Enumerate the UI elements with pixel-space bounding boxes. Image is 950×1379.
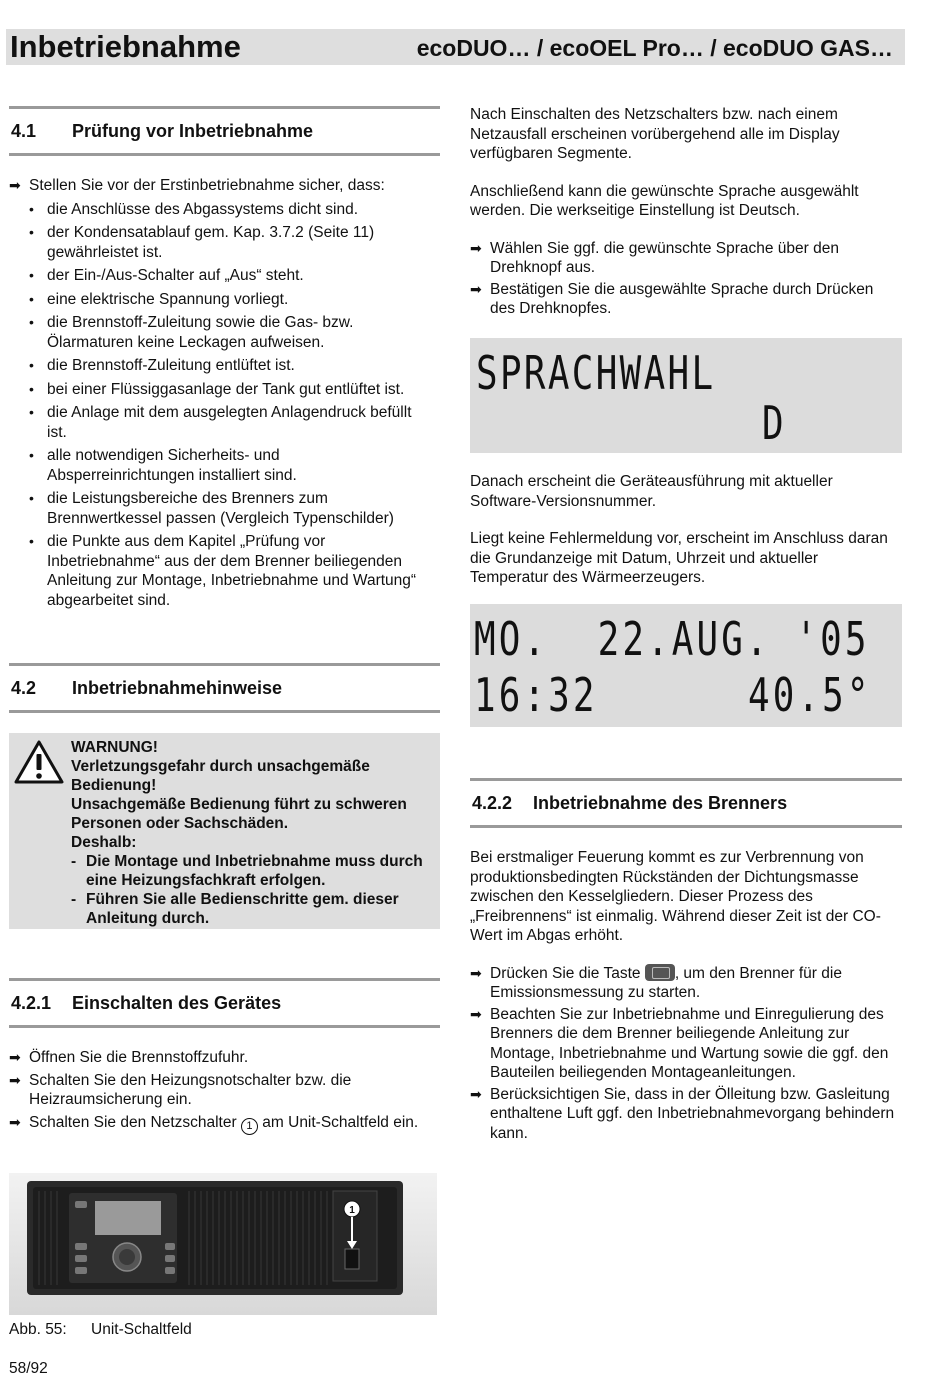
arrow-right-icon: ➡: [9, 1049, 21, 1065]
step-text: Stellen Sie vor der Erstinbetriebnahme sicher, dass:: [29, 177, 385, 194]
checklist-block: [9, 176, 440, 610]
step-text: Drücken Sie die Taste: [490, 964, 641, 982]
arrow-right-icon: ➡: [470, 239, 482, 256]
arrow-right-icon: ➡: [470, 1005, 482, 1022]
section-title: Inbetriebnahme des Brenners: [533, 793, 788, 813]
burner-steps: [470, 848, 900, 1143]
step-text: Schalten Sie den Heizungsnotschalter bzw. die Heizraumsicherung ein.: [29, 1071, 352, 1108]
arrow-right-icon: ➡: [9, 1113, 21, 1130]
list-item: • die Brennstoff-Zuleitung sowie die Gas- bzw. Ölarmaturen keine Leckagen aufweisen.: [9, 313, 429, 352]
display-line: SPRACHWAHL: [476, 346, 716, 400]
arrow-right-icon: ➡: [470, 280, 482, 297]
figure-title: Unit-Schaltfeld: [91, 1321, 192, 1338]
instruction-step: [9, 1048, 429, 1068]
right-middle: [470, 472, 900, 588]
list-item: • eine elektrische Spannung vorliegt.: [9, 290, 429, 310]
display-basic: [470, 604, 902, 727]
figure-label: Abb. 55:: [9, 1321, 67, 1338]
emission-key-icon: [645, 964, 675, 981]
paragraph: Nach Einschalten des Netzschalters bzw. nach einem Netzausfall erscheinen vorübergehend alle im Display verfügbaren Segmente.: [470, 106, 840, 162]
control-panel-illustration: [9, 1173, 437, 1315]
step-text: Schalten Sie den Netzschalter: [29, 1113, 237, 1131]
section-heading-4-2-1: [9, 978, 440, 1028]
section-heading-4-1: [9, 106, 440, 156]
section-number: 4.2.1: [11, 993, 52, 1013]
model-names: ecoDUO… / ecoOEL Pro… / ecoDUO GAS…: [416, 35, 893, 61]
list-item: • die Brennstoff-Zuleitung entlüftet ist.: [9, 356, 429, 376]
right-intro: [470, 105, 900, 319]
section-number: 4.2: [11, 678, 37, 698]
page-title: Inbetriebnahme: [10, 29, 241, 64]
arrow-right-icon: ➡: [9, 177, 21, 193]
step-text: Beachten Sie zur Inbetriebnahme und Einregulierung des Brenners die dem Brenner beiliegende Anleitung zur Montage, Inbetriebnahme und Wartung sowie die ggf. den Bauteilen beiliegenden Montageanleitungen.: [490, 1005, 889, 1081]
step-text: , um den Brenner für die Emissionsmessung zu starten.: [490, 964, 842, 1001]
instruction-step: [470, 1085, 900, 1144]
instruction-step: [9, 176, 440, 196]
warning-item: - Führen Sie alle Bedienschritte gem. dieser Anleitung durch.: [71, 891, 399, 927]
section-title: Einschalten des Gerätes: [72, 993, 282, 1013]
section-number: 4.2.2: [472, 793, 513, 813]
section-heading-4-2-2: [470, 778, 902, 828]
section-heading-4-2: [9, 663, 440, 713]
callout-number: 1: [241, 1118, 258, 1135]
warning-label: WARNUNG!: [71, 739, 158, 756]
display-sprachwahl: [470, 338, 902, 453]
display-line: D: [762, 396, 784, 450]
paragraph: Liegt keine Fehlermeldung vor, erscheint im Anschluss daran die Grundanzeige mit Datum, Uhrzeit und aktueller Temperatur des Wärmeerzeugers.: [470, 530, 888, 586]
list-item: • die Leistungsbereiche des Brenners zum Brennwertkessel passen (Vergleich Typenschilder): [9, 489, 429, 528]
instruction-step: [470, 280, 900, 319]
list-item: • alle notwendigen Sicherheits- und Absperreinrichtungen installiert sind.: [9, 446, 429, 485]
display-time: 16:32: [474, 668, 598, 722]
warning-triangle-icon: [13, 739, 65, 785]
paragraph: Danach erscheint die Geräteausführung mit aktueller Software-Versionsnummer.: [470, 473, 833, 510]
list-item: • die Anlage mit dem ausgelegten Anlagendruck befüllt ist.: [9, 403, 429, 442]
figure-caption: [9, 1320, 192, 1340]
paragraph: Bei erstmaliger Feuerung kommt es zur Verbrennung von produktionsbedingten Rückständen der Dichtungsmasse zwischen den Kesselgliedern. Dieser Prozess des „Freibrennens“ ist einmalig. Während dieser Zeit ist der CO-Wert im Abgas erhöht.: [470, 849, 881, 944]
warning-text: Unsachgemäße Bedienung führt zu schweren Personen oder Sachschäden.: [71, 796, 407, 832]
warning-box: [9, 733, 440, 929]
instruction-step: [470, 239, 900, 278]
section-title: Inbetriebnahmehinweise: [72, 678, 283, 698]
arrow-right-icon: ➡: [470, 964, 482, 981]
arrow-right-icon: ➡: [9, 1071, 21, 1088]
list-item: • die Punkte aus dem Kapitel „Prüfung vor Inbetriebnahme“ aus der dem Brenner beiliegenden Anleitung zur Montage, Inbetriebnahme und Wartung“ abgearbeitet sind.: [9, 532, 429, 610]
unit-panel-photo: [9, 1173, 437, 1315]
list-item: • bei einer Flüssiggasanlage der Tank gut entlüftet ist.: [9, 380, 429, 400]
display-temperature: 40.5°: [748, 668, 872, 722]
page-number: 58/92: [9, 1360, 48, 1377]
step-text: Öffnen Sie die Brennstoffzufuhr.: [29, 1049, 249, 1066]
step-text: am Unit-Schaltfeld ein.: [262, 1113, 419, 1131]
paragraph: Anschließend kann die gewünschte Sprache ausgewählt werden. Die werkseitige Einstellung ist Deutsch.: [470, 182, 859, 219]
instruction-step: [9, 1113, 429, 1135]
section-title: Prüfung vor Inbetriebnahme: [72, 121, 314, 141]
list-item: • die Anschlüsse des Abgassystems dicht sind.: [9, 200, 429, 220]
instruction-step: [9, 1071, 429, 1110]
section-number: 4.1: [11, 121, 37, 141]
warning-text: Verletzungsgefahr durch unsachgemäße Bedienung!: [71, 758, 370, 794]
step-text: Wählen Sie ggf. die gewünschte Sprache über den Drehknopf aus.: [490, 239, 839, 276]
display-date: MO. 22.AUG. '05: [474, 612, 870, 666]
arrow-right-icon: ➡: [470, 1085, 482, 1102]
list-item: • der Kondensatablauf gem. Kap. 3.7.2 (Seite 11) gewährleistet ist.: [9, 223, 429, 262]
instruction-step: [470, 964, 900, 1003]
warning-item: - Die Montage und Inbetriebnahme muss durch eine Heizungsfachkraft erfolgen.: [71, 853, 423, 889]
warning-text: Deshalb:: [71, 834, 137, 851]
step-text: Berücksichtigen Sie, dass in der Ölleitung bzw. Gasleitung enthaltene Luft ggf. den Inbetriebnahmevorgang behindern kann.: [490, 1085, 895, 1142]
photo-marker: 1: [349, 1205, 355, 1216]
switch-on-steps: [9, 1048, 429, 1135]
page-header: [6, 29, 905, 65]
list-item: • der Ein-/Aus-Schalter auf „Aus“ steht.: [9, 266, 429, 286]
step-text: Bestätigen Sie die ausgewählte Sprache durch Drücken des Drehknopfes.: [490, 280, 874, 317]
instruction-step: [470, 1005, 900, 1083]
